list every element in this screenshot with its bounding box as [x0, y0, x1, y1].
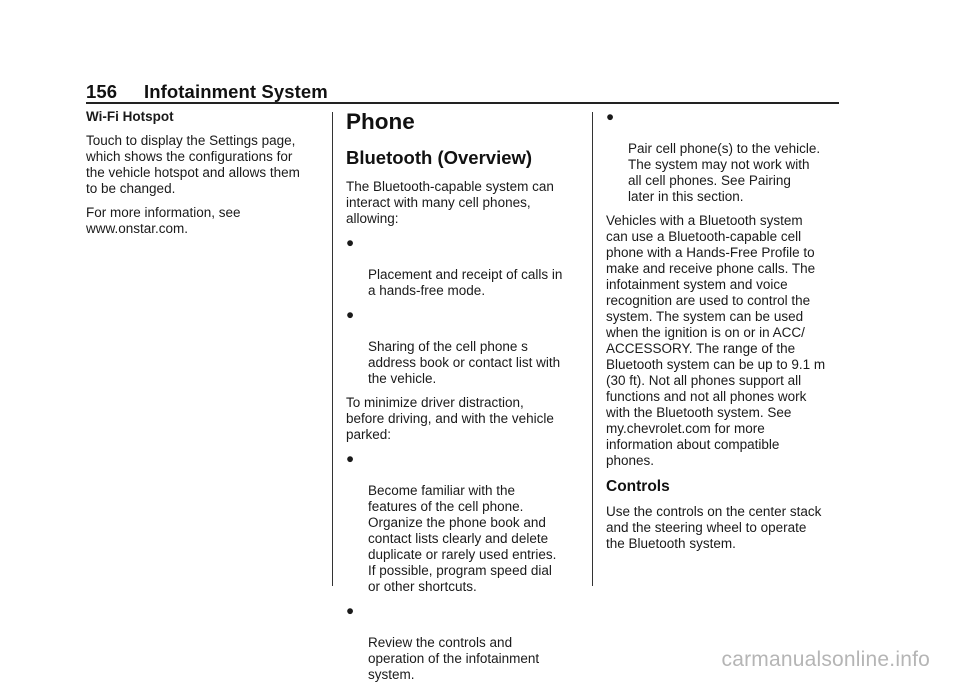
list-item-text: Review the controls and operation of the infotainment system. [368, 635, 540, 682]
phone-heading: Phone [346, 109, 415, 134]
more-info-paragraph: For more information, see www.onstar.com. [86, 205, 241, 236]
bullet-marker: ● [346, 235, 355, 250]
list-item [346, 235, 582, 299]
bluetooth-intro: The Bluetooth-capable system can interact with many cell phones, allowing: [346, 179, 554, 226]
bluetooth-vehicles-paragraph: Vehicles with a Bluetooth system can use a Bluetooth-capable cell phone with a Hands-Free Profile to make and receive phone calls. The infotainment system and voice recognition are used to control the system. The system can be used when the ignition is on or in ACC/ ACCESSORY. The range of the Bluetooth system can be up to 9.1 m (30 ft). Not all phones support all functions and not all phones work with the Bluetooth system. See my.chevrolet.com for more information about compatible phones. [606, 213, 826, 468]
list-item-text: Placement and receipt of calls in a hands-free mode. [368, 267, 563, 298]
section-title: Infotainment System [144, 81, 328, 102]
controls-paragraph: Use the controls on the center stack and the steering wheel to operate the Bluetooth system. [606, 504, 822, 551]
header-rule [86, 102, 839, 104]
controls-heading: Controls [606, 478, 670, 495]
bullet-marker: ● [346, 307, 355, 322]
bullet-marker: ● [346, 603, 355, 618]
list-item [346, 307, 582, 387]
list-item [346, 603, 582, 683]
column-middle [346, 109, 582, 691]
watermark: carmanualsonline.info [721, 648, 930, 671]
wifi-hotspot-description: Touch to display the Settings page, which shows the configurations for the vehicle hotspot and allows them to be changed. [86, 133, 300, 196]
list-item-text: Become familiar with the features of the cell phone. Organize the phone book and contact lists clearly and delete duplicate or rarely used entries. If possible, program speed dial or other shortcuts. [368, 483, 557, 594]
distraction-paragraph: To minimize driver distraction, before driving, and with the vehicle parked: [346, 395, 554, 442]
list-item [606, 109, 842, 205]
column-divider [592, 112, 593, 586]
page-header [86, 81, 328, 103]
wifi-hotspot-heading: Wi-Fi Hotspot [86, 109, 174, 124]
list-item [346, 451, 582, 595]
bullet-marker: ● [346, 451, 355, 466]
list-item-text: Pair cell phone(s) to the vehicle. The system may not work with all cell phones. See Pairing later in this section. [628, 141, 821, 204]
list-item-text: Sharing of the cell phone s address book or contact list with the vehicle. [368, 339, 561, 386]
column-right [606, 109, 842, 560]
column-left [86, 109, 322, 245]
column-divider [332, 112, 333, 586]
bullet-marker: ● [606, 109, 615, 124]
bluetooth-overview-heading: Bluetooth (Overview) [346, 147, 533, 168]
page-number: 156 [86, 81, 118, 102]
